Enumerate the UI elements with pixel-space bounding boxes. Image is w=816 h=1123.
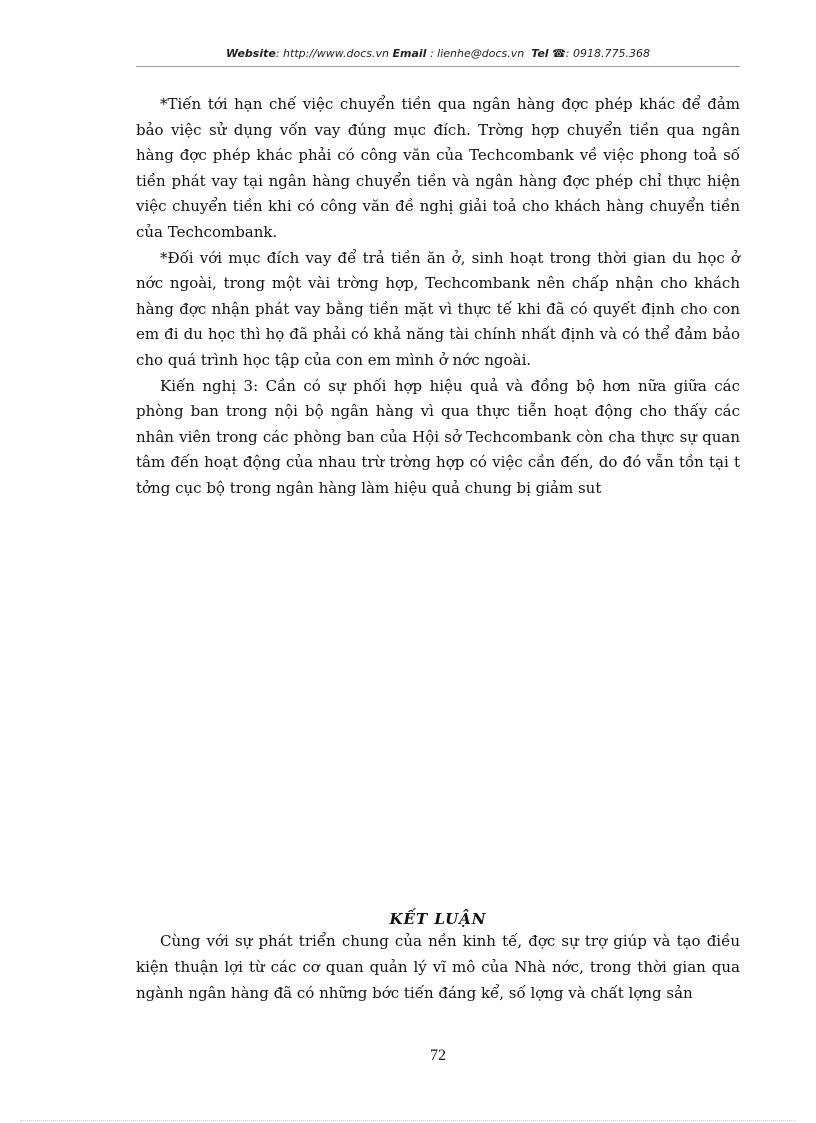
page-number: 72: [430, 1047, 446, 1064]
body-text: [136, 92, 740, 502]
email-label: Email: [392, 47, 427, 60]
header-divider: [136, 66, 740, 67]
page-header: [136, 47, 740, 60]
tel-label: Tel: [531, 47, 549, 60]
tel-value: : 0918.775.368: [565, 47, 650, 60]
email-value: : lienhe@docs.vn: [429, 47, 525, 60]
page-bottom-border: [20, 1120, 796, 1121]
website-label: Website: [226, 47, 276, 60]
website-value: : http://www.docs.vn: [275, 47, 390, 60]
phone-icon: ☎: [552, 47, 566, 60]
paragraph: *Đối với mục đích vay để trả tiền ăn ở, sinh hoạt trong thời gian du học ở nớc ngoài, trong một vài trờng hợp, Techcombank nên chấp nhận cho khách hàng đợc nhận phát vay bằng tiền mặt vì thực tế khi đã có quyết định cho con em đi du học thì họ đã phải có khả năng tài chính nhất định và có thể đảm bảo cho quá trình học tập của con em mình ở nớc ngoài.: [136, 248, 740, 369]
paragraph: Kiến nghị 3: Cần có sự phối hợp hiệu quả và đồng bộ hơn nữa giữa các phòng ban trong nội bộ ngân hàng vì qua thực tiễn hoạt động cho thấy các nhân viên trong các phòng ban của Hội sở Techcombank còn cha thực sự quan tâm đến hoạt động của nhau trừ trờng hợp có việc cần đến, do đó vẫn tồn tại t tởng cục bộ trong ngân hàng làm hiệu quả chung bị giảm sut: [136, 376, 740, 497]
paragraph: *Tiến tới hạn chế việc chuyển tiền qua ngân hàng đợc phép khác để đảm bảo việc sử dụng vốn vay đúng mục đích. Trờng hợp chuyển tiền qua ngân hàng đợc phép khác phải có công văn của Techcombank về việc phong toả số tiền phát vay tại ngân hàng chuyển tiền và ngân hàng đợc phép chỉ thực hiện việc chuyển tiền khi có công văn đề nghị giải toả cho khách hàng chuyển tiền của Techcombank.: [136, 95, 740, 241]
conclusion-title: KẾT LUẬN: [389, 910, 487, 928]
conclusion-paragraph: Cùng với sự phát triển chung của nền kinh tế, đợc sự trợ giúp và tạo điều kiện thuận lợi từ các cơ quan quản lý vĩ mô của Nhà nớc, trong thời gian qua ngành ngân hàng đã có những bớc tiến đáng kể, số lợng và chất lợng sản: [136, 932, 740, 1002]
conclusion-text: [136, 928, 740, 1006]
